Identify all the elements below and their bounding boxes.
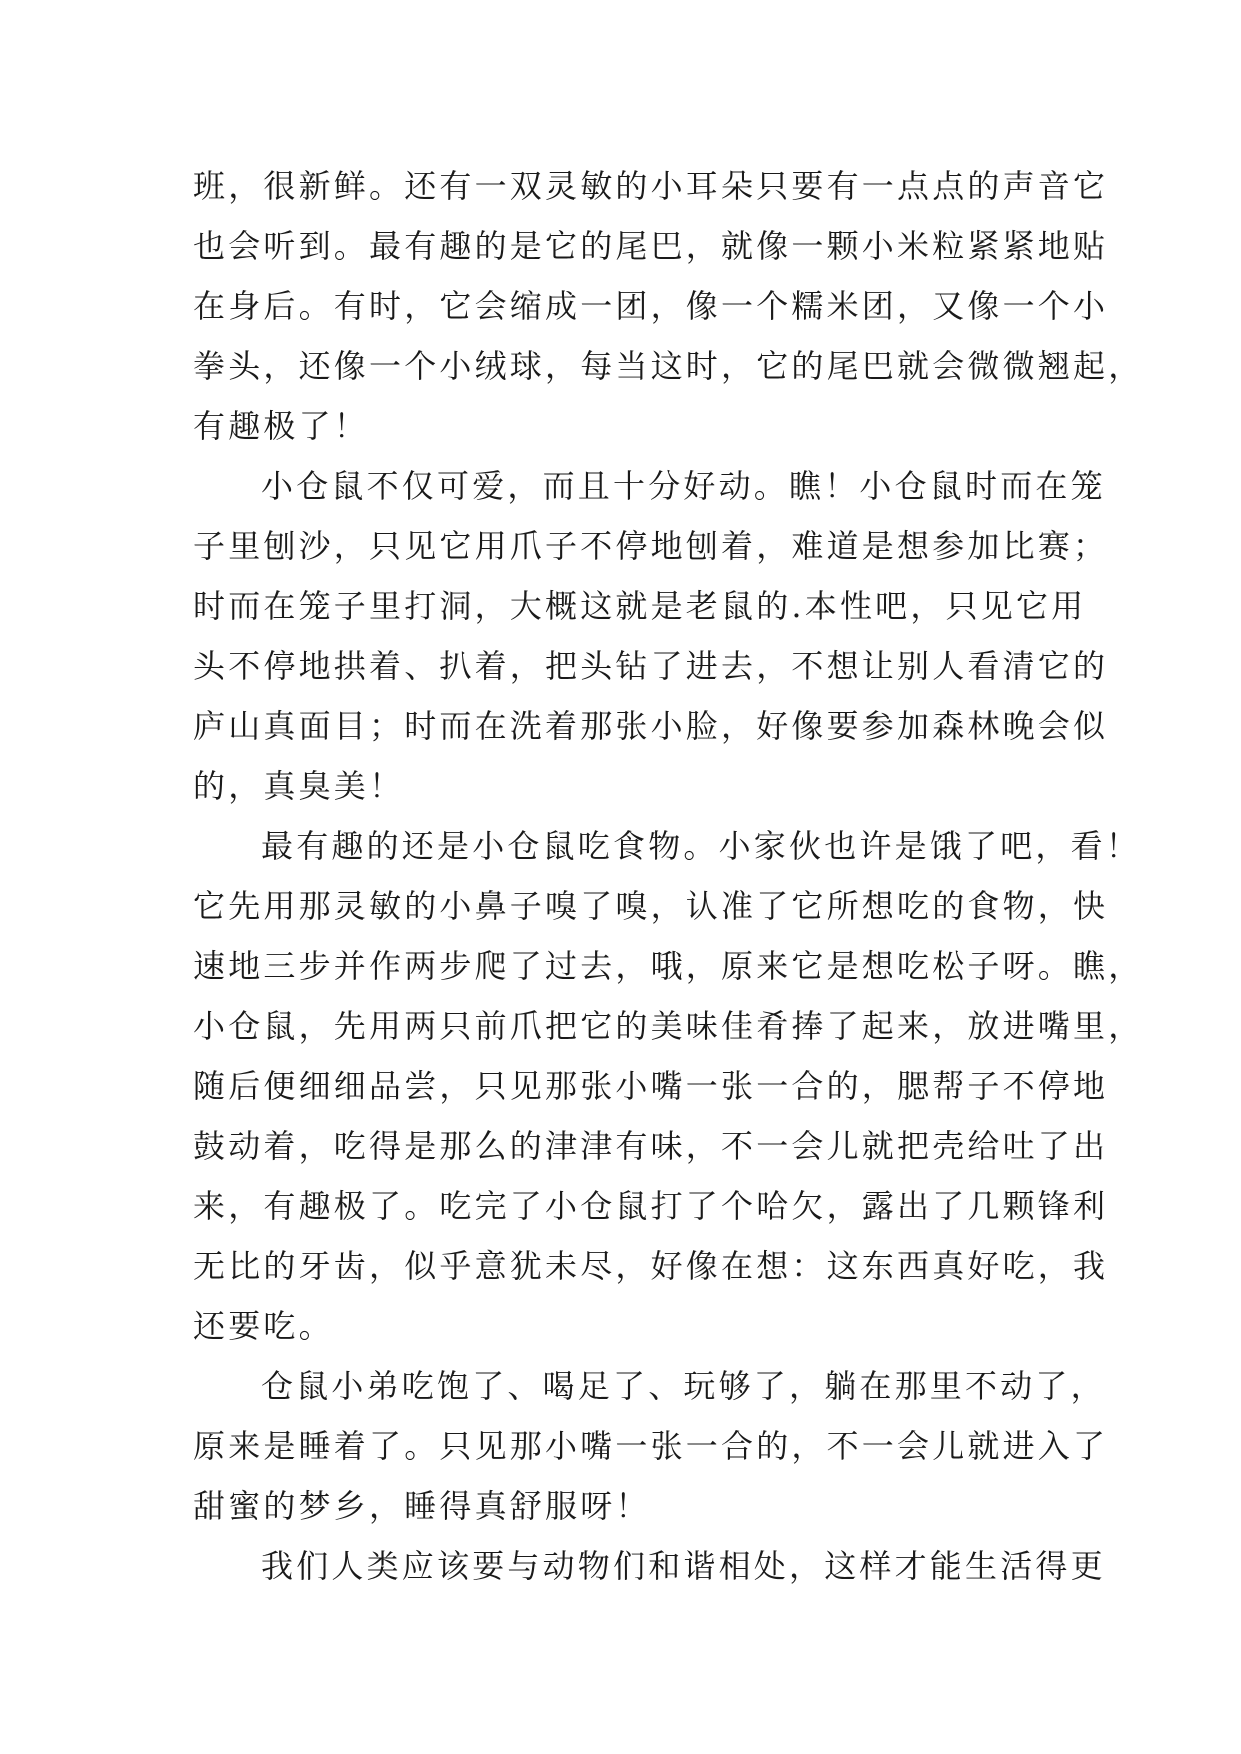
document-body: [193, 156, 1144, 1596]
text-line: 它先用那灵敏的小鼻子嗅了嗅，认准了它所想吃的食物，快: [193, 887, 1109, 925]
text-line: 班，很新鲜。还有一双灵敏的小耳朵只要有一点点的声音它: [193, 167, 1109, 205]
text-line: 拳头，还像一个小绒球，每当这时，它的尾巴就会微微翘起，: [193, 347, 1144, 385]
text-line: 子里刨沙，只见它用爪子不停地刨着，难道是想参加比赛；: [193, 527, 1109, 565]
text-line: 速地三步并作两步爬了过去，哦，原来它是想吃松子呀。瞧，: [193, 947, 1144, 985]
text-line: 鼓动着，吃得是那么的津津有味，不一会儿就把壳给吐了出: [193, 1127, 1109, 1165]
text-line: 原来是睡着了。只见那小嘴一张一合的，不一会儿就进入了: [193, 1427, 1109, 1465]
paragraph-2: [193, 456, 1109, 816]
text-line: 最有趣的还是小仓鼠吃食物。小家伙也许是饿了吧，看！: [261, 827, 1142, 865]
text-line: 无比的牙齿，似乎意犹未尽，好像在想：这东西真好吃，我: [193, 1247, 1109, 1285]
text-line: 小仓鼠不仅可爱，而且十分好动。瞧！小仓鼠时而在笼: [261, 467, 1106, 505]
text-line: 随后便细细品尝，只见那张小嘴一张一合的，腮帮子不停地: [193, 1067, 1109, 1105]
text-line: 还要吃。: [193, 1307, 334, 1345]
text-line: 甜蜜的梦乡，睡得真舒服呀！: [193, 1487, 651, 1525]
text-line: 时而在笼子里打洞，大概这就是老鼠的.本性吧，只见它用: [193, 587, 1087, 625]
text-line: 有趣极了！: [193, 407, 370, 445]
text-line: 在身后。有时，它会缩成一团，像一个糯米团，又像一个小: [193, 287, 1109, 325]
text-line: 庐山真面目；时而在洗着那张小脸，好像要参加森林晚会似: [193, 707, 1109, 745]
text-line: 头不停地拱着、扒着，把头钻了进去，不想让别人看清它的: [193, 647, 1109, 685]
text-line: 仓鼠小弟吃饱了、喝足了、玩够了，躺在那里不动了，: [261, 1367, 1106, 1405]
text-line: 的，真臭美！: [193, 767, 405, 805]
text-line: 来，有趣极了。吃完了小仓鼠打了个哈欠，露出了几颗锋利: [193, 1187, 1109, 1225]
paragraph-3: [193, 816, 1144, 1356]
text-line: 也会听到。最有趣的是它的尾巴，就像一颗小米粒紧紧地贴: [193, 227, 1109, 265]
paragraph-1: [193, 156, 1144, 456]
paragraph-5: [193, 1536, 1106, 1596]
text-line: 我们人类应该要与动物们和谐相处，这样才能生活得更: [261, 1547, 1106, 1585]
paragraph-4: [193, 1356, 1109, 1536]
text-line: 小仓鼠，先用两只前爪把它的美味佳肴捧了起来，放进嘴里，: [193, 1007, 1144, 1045]
